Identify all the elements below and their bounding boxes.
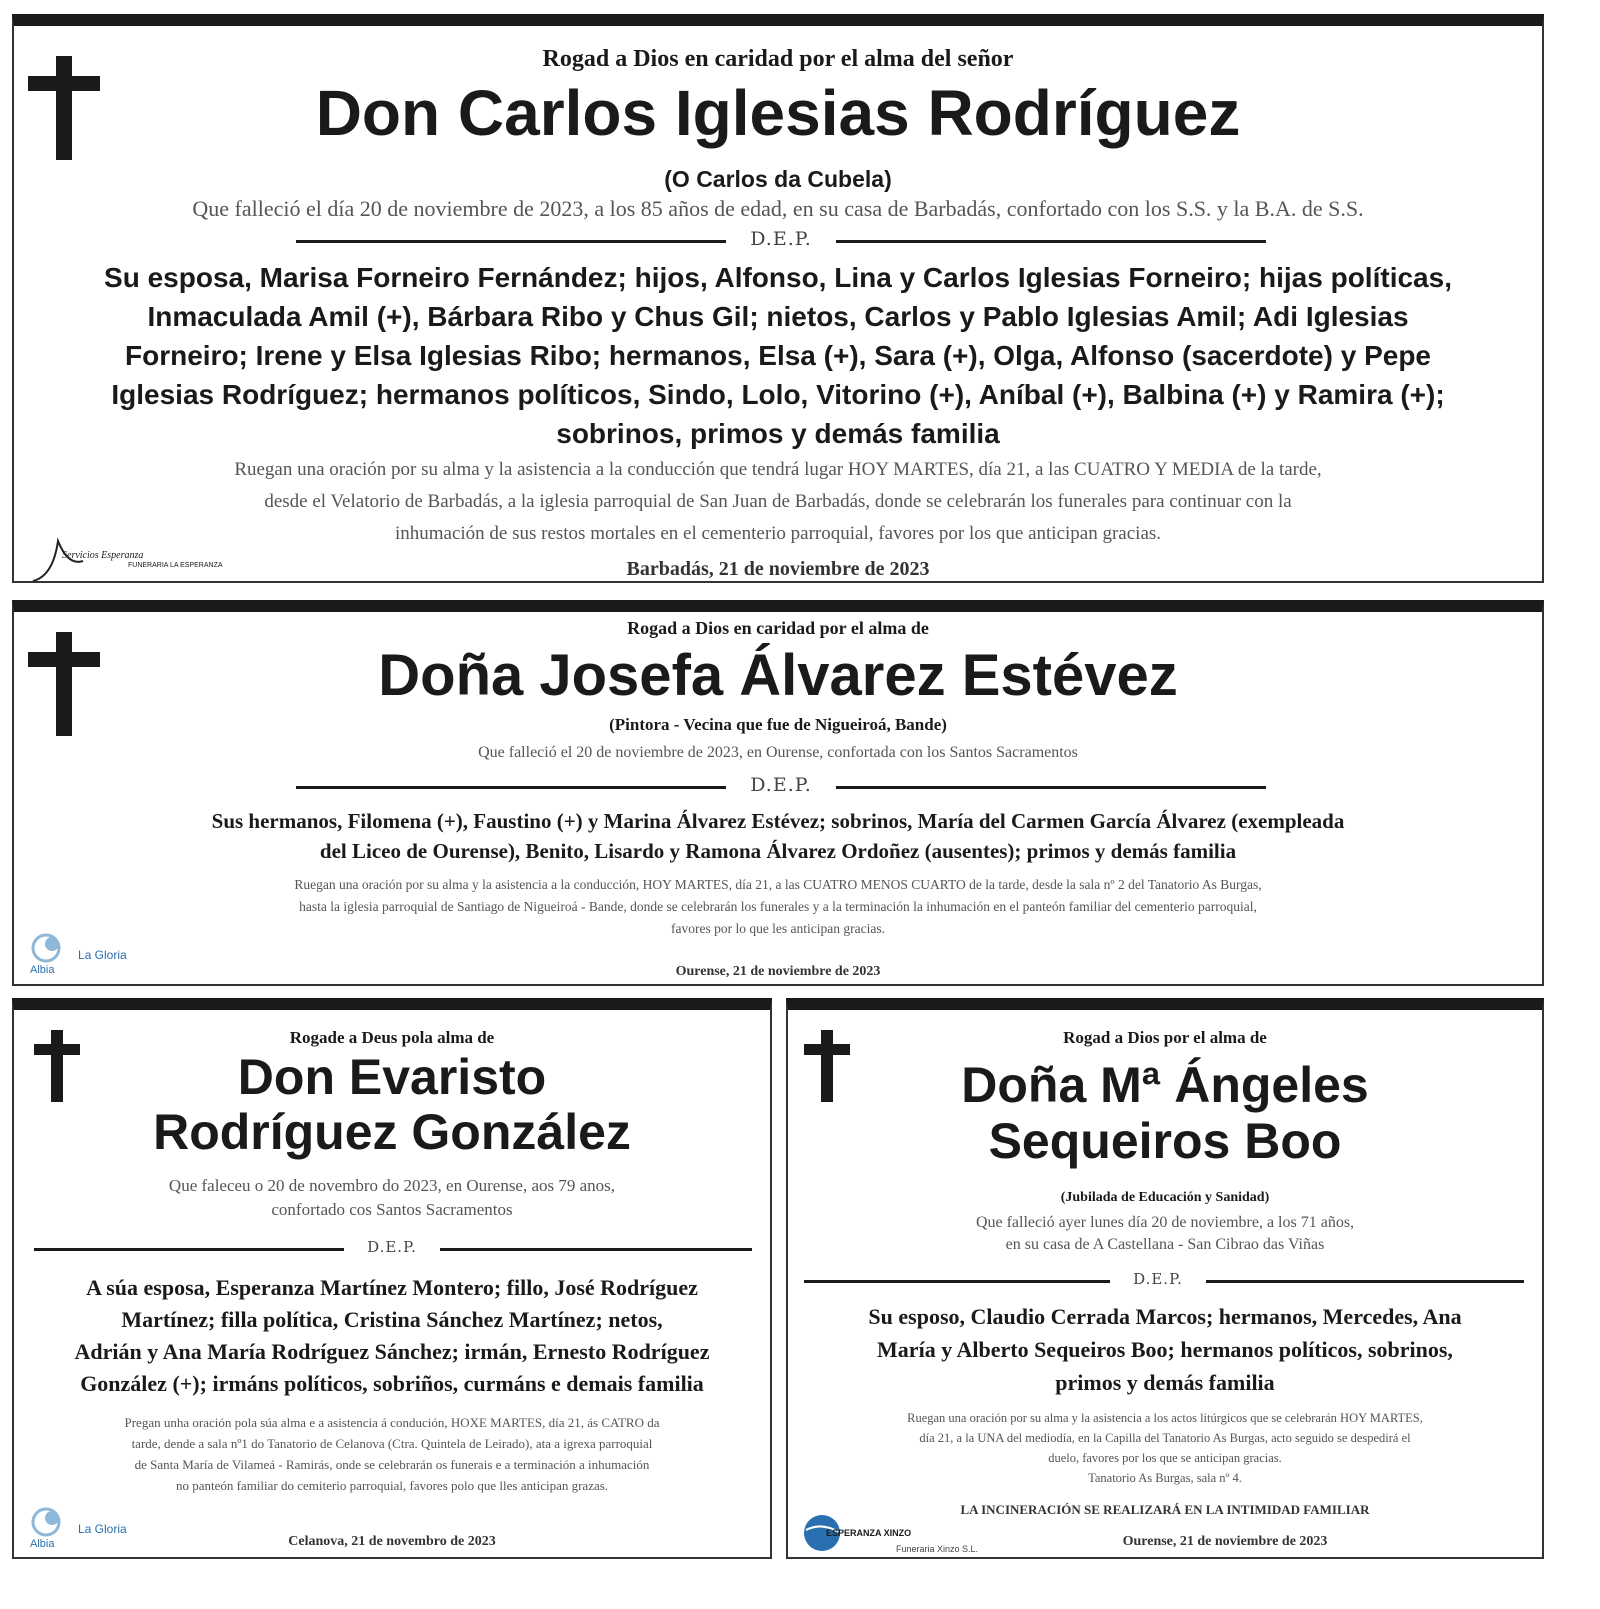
deceased-name: Doña Mª Ángeles — [961, 1057, 1369, 1113]
family-line: A súa esposa, Esperanza Martínez Montero; fillo, José Rodríguez — [86, 1275, 698, 1300]
family-list — [34, 806, 1522, 866]
service-request — [26, 1412, 758, 1496]
prayer-intro: Rogad a Dios en caridad por el alma del señor — [542, 46, 1014, 72]
divider-left — [296, 786, 726, 789]
family-line: Iglesias Rodríguez; hermanos políticos, Sindo, Lolo, Vitorino (+), Aníbal (+), Balbina (+) y Ramira (+); — [111, 379, 1445, 410]
family-line: Inmaculada Amil (+), Bárbara Ribo y Chus Gil; nietos, Carlos y Pablo Iglesias Amil; Adi Iglesias — [147, 301, 1409, 332]
place-date: Ourense, 21 de noviembre de 2023 — [1122, 1534, 1328, 1549]
logo-sub: FUNERARIA LA ESPERANZA — [128, 562, 223, 569]
family-list — [34, 258, 1522, 453]
family-line: primos y demás familia — [1055, 1370, 1275, 1395]
request-line: duelo, favores por los que se anticipan gracias. — [1048, 1451, 1282, 1465]
death-details: confortado cos Santos Sacramentos — [271, 1200, 513, 1219]
logo-sub: La Gloria — [78, 948, 127, 962]
request-line: Ruegan una oración por su alma y la asistencia a los actos litúrgicos que se celebrarán HOY MARTES, — [907, 1411, 1423, 1425]
family-line: Martínez; filla política, Cristina Sánchez Martínez; netos, — [121, 1307, 663, 1332]
prayer-intro: Rogad a Dios en caridad por el alma de — [627, 618, 929, 638]
request-line: no panteón familiar do cemiterio parroquial, favores polo que lles anticipan grazas. — [175, 1478, 609, 1493]
divider-right — [1206, 1280, 1524, 1283]
death-details: Que falleció el día 20 de noviembre de 2023, a los 85 años de edad, en su casa de Barbadás, confortado con los S.S. y la B.A. de S.S. — [192, 196, 1364, 221]
family-line: Su esposa, Marisa Forneiro Fernández; hijos, Alfonso, Lina y Carlos Iglesias Forneiro; hijas políticas, — [104, 262, 1452, 293]
family-line: sobrinos, primos y demás familia — [556, 418, 1000, 449]
deceased-name: Don Evaristo — [237, 1049, 547, 1105]
prayer-intro: Rogade a Deus pola alma de — [289, 1028, 495, 1047]
deceased-name: Don Carlos Iglesias Rodríguez — [315, 77, 1241, 149]
place-date: Ourense, 21 de noviembre de 2023 — [675, 964, 881, 979]
family-list — [798, 1300, 1532, 1399]
death-details: Que falleció ayer lunes día 20 de noviembre, a los 71 años, — [975, 1214, 1355, 1231]
request-line: Tanatorio As Burgas, sala nº 4. — [1088, 1471, 1242, 1485]
family-line: González (+); irmáns políticos, sobriños, curmáns e demais familia — [80, 1371, 704, 1396]
family-line: Su esposo, Claudio Cerrada Marcos; hermanos, Mercedes, Ana — [868, 1304, 1462, 1329]
albia-logo-icon — [28, 932, 68, 964]
logo-name: Albia — [30, 964, 55, 976]
prayer-intro: Rogad a Dios por el alma de — [1063, 1028, 1267, 1047]
rip-label: D.E.P. — [367, 1238, 417, 1256]
obituary-notice-carlos — [12, 14, 1544, 583]
divider-right — [836, 786, 1266, 789]
cremation-note: LA INCINERACIÓN SE REALIZARÁ EN LA INTIMIDAD FAMILIAR — [960, 1502, 1370, 1517]
deceased-name: Sequeiros Boo — [988, 1113, 1342, 1169]
family-list — [26, 1272, 758, 1400]
family-line: María y Alberto Sequeiros Boo; hermanos políticos, sobrinos, — [877, 1337, 1453, 1362]
logo-name: Servicios Esperanza — [62, 550, 144, 561]
divider-left — [296, 240, 726, 243]
request-line: Ruegan una oración por su alma y la asistencia a la conducción que tendrá lugar HOY MARTES, día 21, a las CUATRO Y MEDIA de la tarde, — [234, 459, 1322, 480]
death-details: Que faleceu o 20 de novembro do 2023, en Ourense, aos 79 anos, — [168, 1176, 616, 1195]
divider-left — [804, 1280, 1110, 1283]
deceased-name: Rodríguez González — [153, 1104, 631, 1160]
death-details: Que falleció el 20 de noviembre de 2023, en Ourense, confortada con los Santos Sacramentos — [478, 744, 1078, 761]
request-line: desde el Velatorio de Barbadás, a la iglesia parroquial de San Juan de Barbadás, donde se celebrarán los funerales para continuar con la — [264, 491, 1292, 512]
request-line: de Santa María de Vilameá - Ramirás, onde se celebrarán os funerais e a terminación a inhumación — [134, 1457, 650, 1472]
request-line: inhumación de sus restos mortales en el cementerio parroquial, favores por los que anticipan gracias. — [394, 523, 1162, 544]
place-date: Celanova, 21 de novembro de 2023 — [288, 1534, 496, 1549]
death-details: en su casa de A Castellana - San Cibrao das Viñas — [1005, 1236, 1325, 1253]
nickname: (Pintora - Vecina que fue de Nigueiroá, Bande) — [609, 715, 947, 734]
service-request — [34, 874, 1522, 940]
logo-name: ESPERANZA XINZO — [826, 1528, 912, 1538]
deceased-name: Doña Josefa Álvarez Estévez — [378, 643, 1178, 708]
request-line: Pregan unha oración pola súa alma e a asistencia á condución, HOXE MARTES, día 21, ás CATRO da — [124, 1415, 660, 1430]
request-line: favores por lo que les anticipan gracias. — [670, 921, 886, 936]
divider-right — [440, 1248, 752, 1251]
nickname: (O Carlos da Cubela) — [664, 166, 892, 192]
request-line: hasta la iglesia parroquial de Santiago de Nigueiroá - Bande, donde se celebrarán los funerales y a la terminación la inhumación en el panteón familiar del cementerio parroquial, — [299, 899, 1257, 914]
logo-sub: Funeraria Xinzo S.L. — [896, 1544, 979, 1554]
family-line: Adrián y Ana María Rodríguez Sánchez; irmán, Ernesto Rodríguez — [74, 1339, 710, 1364]
family-line: Forneiro; Irene y Elsa Iglesias Ribo; hermanos, Elsa (+), Sara (+), Olga, Alfonso (sacerdote) y Pepe — [124, 340, 1432, 371]
family-line: Sus hermanos, Filomena (+), Faustino (+) y Marina Álvarez Estévez; sobrinos, María del Carmen García Álvarez (exempleada — [211, 809, 1345, 833]
rip-label: D.E.P. — [750, 774, 812, 796]
request-line: Ruegan una oración por su alma y la asistencia a la conducción, HOY MARTES, día 21, a las CUATRO MENOS CUARTO de la tarde, desde la sala nº 2 del Tanatorio As Burgas, — [294, 877, 1262, 892]
divider-right — [836, 240, 1266, 243]
rip-label: D.E.P. — [750, 228, 812, 250]
obituary-notice-angeles — [786, 998, 1544, 1559]
obituary-notice-josefa — [12, 600, 1544, 986]
request-line: día 21, a la UNA del mediodía, en la Capilla del Tanatorio As Burgas, acto seguido se despedirá el — [919, 1431, 1411, 1445]
family-line: del Liceo de Ourense), Benito, Lisardo y Ramona Álvarez Ordoñez (ausentes); primos y demás familia — [319, 839, 1237, 863]
obituary-notice-evaristo — [12, 998, 772, 1559]
nickname: (Jubilada de Educación y Sanidad) — [1060, 1190, 1270, 1205]
place-date: Barbadás, 21 de noviembre de 2023 — [626, 558, 930, 580]
rip-label: D.E.P. — [1133, 1270, 1183, 1288]
logo-name: Albia — [30, 1538, 55, 1550]
request-line: tarde, dende a sala nº1 do Tanatorio de Celanova (Ctra. Quintela de Leirado), ata a igrexa parroquial — [131, 1436, 653, 1451]
logo-sub: La Gloria — [78, 1522, 127, 1536]
service-request — [798, 1408, 1532, 1488]
divider-left — [34, 1248, 344, 1251]
